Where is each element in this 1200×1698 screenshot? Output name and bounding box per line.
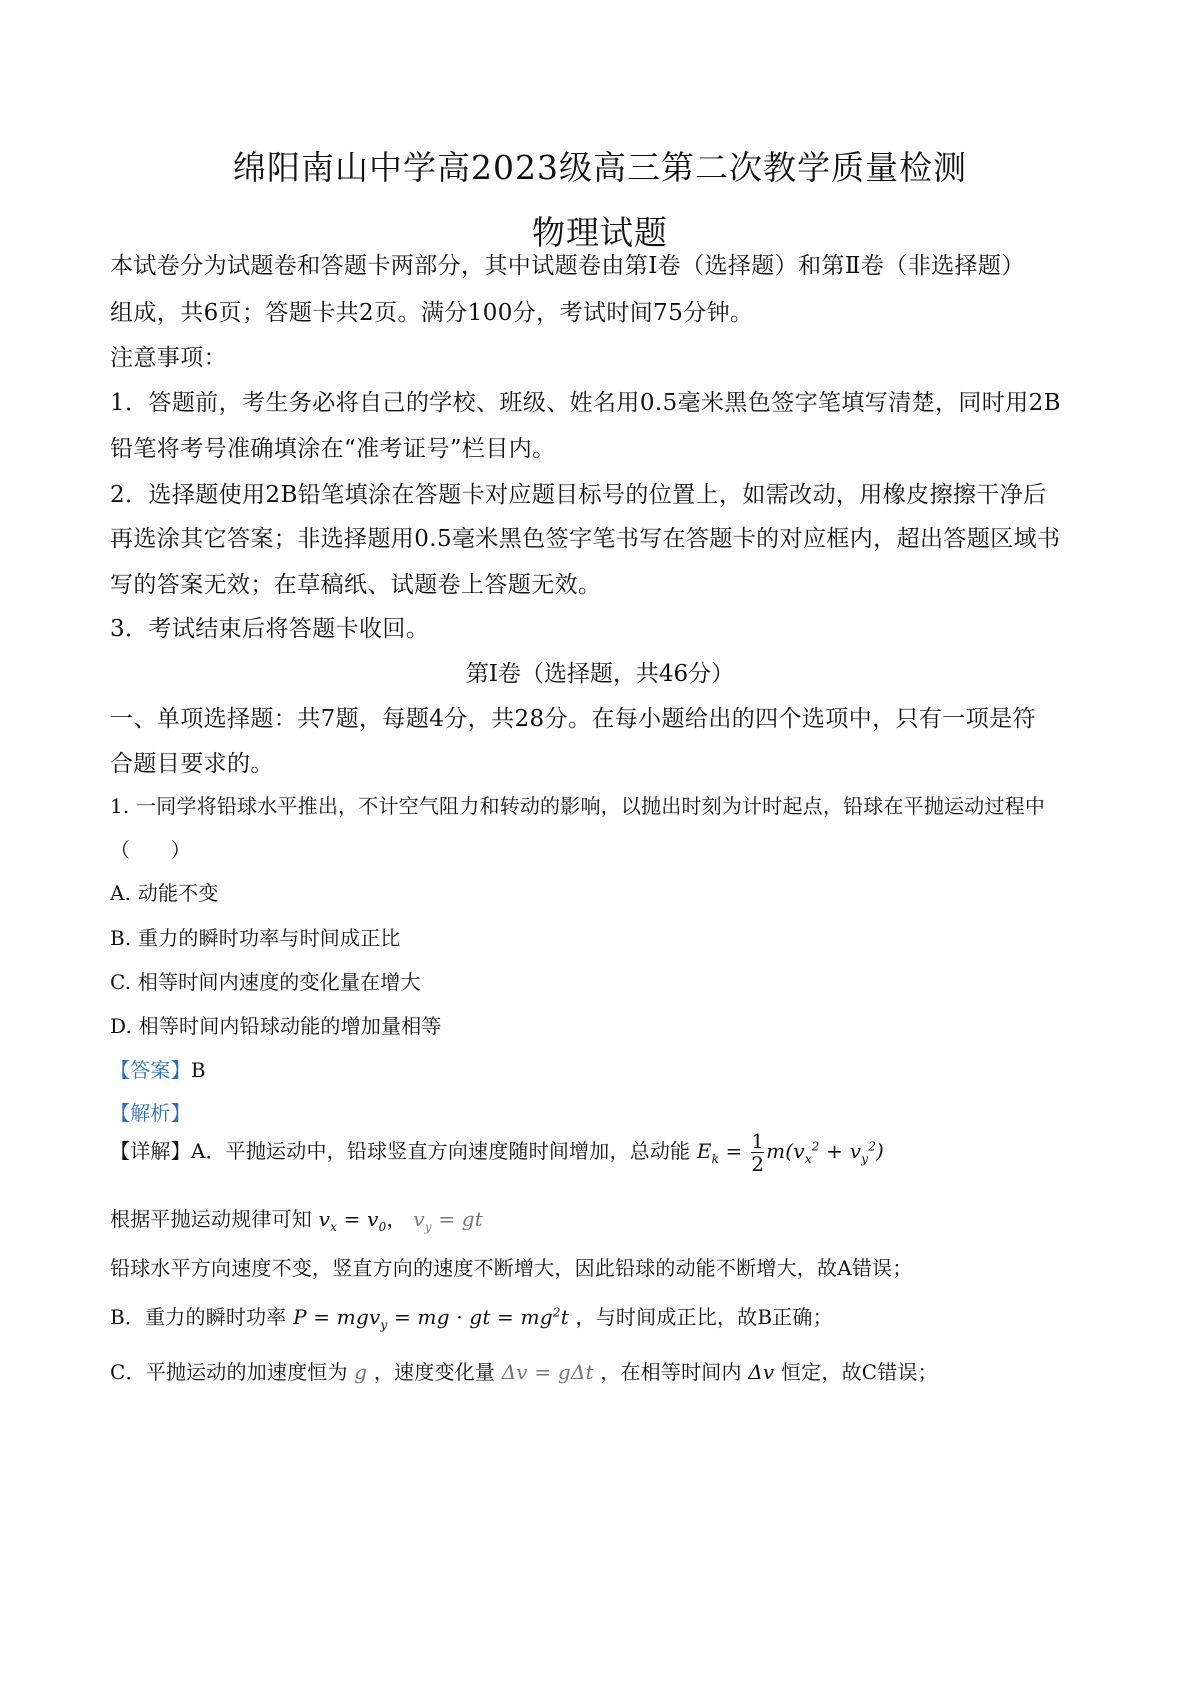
delta-v-formula: Δv = gΔt <box>501 1360 594 1384</box>
answer-value: B <box>190 1058 206 1082</box>
power-formula: P = mgv$_y$ = mg · gt = $mg^2t$ <box>293 1305 569 1332</box>
question-1-bracket: （ ） <box>110 838 191 862</box>
intro-line-2: 组成，共6页；答题卡共2页。满分100分，考试时间75分钟。 <box>110 300 754 326</box>
question-1-stem: 1. 一同学将铅球水平推出，不计空气阻力和转动的影响，以抛出时刻为计时起点，铅球在平抛运动过程中 <box>110 794 1046 818</box>
detail-line-c <box>110 1356 938 1385</box>
detail-line-b <box>110 1301 833 1332</box>
c-prefix: C．平抛运动的加速度恒为 <box>110 1360 348 1384</box>
c-mid: ，速度变化量 <box>373 1360 496 1384</box>
option-d: D. 相等时间内铅球动能的增加量相等 <box>110 1014 442 1038</box>
delta-v-symbol: Δv <box>748 1360 775 1384</box>
note-1-line-2: 铅笔将考号准确填涂在“准考证号”栏目内。 <box>110 436 556 462</box>
intro-line-1: 本试卷分为试题卷和答题卡两部分，其中试题卷由第Ⅰ卷（选择题）和第Ⅱ卷（非选择题） <box>110 253 1025 279</box>
note-2-line-3: 写的答案无效；在草稿纸、试题卷上答题无效。 <box>110 572 602 598</box>
rule-line <box>110 1203 483 1234</box>
option-c: C. 相等时间内速度的变化量在增大 <box>110 970 421 994</box>
rule-text: 根据平抛运动规律可知 <box>110 1207 312 1231</box>
note-2-line-1: 2．选择题使用2B铅笔填涂在答题卡对应题目标号的位置上，如需改动，用橡皮擦擦干净后 <box>110 482 1047 508</box>
answer-label: 【答案】 <box>110 1058 191 1082</box>
section-heading: 第Ⅰ卷（选择题，共46分） <box>465 661 735 687</box>
notice-heading: 注意事项： <box>110 345 227 371</box>
exam-title: 绵阳南山中学高2023级高三第二次教学质量检测 <box>233 148 967 187</box>
rule-separator: ， <box>386 1207 407 1231</box>
option-b: B. 重力的瞬时功率与时间成正比 <box>110 926 401 950</box>
analysis-label: 【解析】 <box>110 1101 191 1125</box>
b-suffix: ，与时间成正比，故B正确； <box>575 1305 833 1329</box>
kinetic-energy-formula: $E_k$ = $\frac{1}{2}$ $m(v_x^2 + v_y^2)$ <box>696 1129 885 1176</box>
part-1-line-2: 合题目要求的。 <box>110 751 274 777</box>
detail-line-a <box>110 1130 884 1175</box>
conclusion-a: 铅球水平方向速度不变，竖直方向的速度不断增大，因此铅球的动能不断增大，故A错误； <box>110 1256 913 1280</box>
vy-formula: $v_y$ = gt <box>413 1207 484 1234</box>
b-prefix: B．重力的瞬时功率 <box>110 1305 287 1329</box>
answer-line <box>110 1054 206 1083</box>
g-symbol: g <box>354 1360 368 1384</box>
vx-formula: $v_x = v_0$ <box>318 1207 387 1234</box>
note-1-line-1: 1．答题前，考生务必将自己的学校、班级、姓名用0.5毫米黑色签字笔填写清楚，同时用2B <box>110 390 1061 416</box>
exam-subtitle: 物理试题 <box>532 213 668 252</box>
option-a: A. 动能不变 <box>110 881 219 905</box>
detail-label: 【详解】 <box>110 1139 191 1163</box>
detail-a-text: A．平抛运动中，铅球竖直方向速度随时间增加，总动能 <box>190 1139 691 1163</box>
c-mid2: ，在相等时间内 <box>600 1360 742 1384</box>
note-2-line-2: 再选涂其它答案；非选择题用0.5毫米黑色签字笔书写在答题卡的对应框内，超出答题区域书 <box>110 526 1061 552</box>
note-3: 3．考试结束后将答题卡收回。 <box>110 616 430 642</box>
part-1-line-1: 一、单项选择题：共7题，每题4分，共28分。在每小题给出的四个选项中，只有一项是符 <box>110 706 1036 732</box>
c-suffix: 恒定，故C错误； <box>780 1360 938 1384</box>
